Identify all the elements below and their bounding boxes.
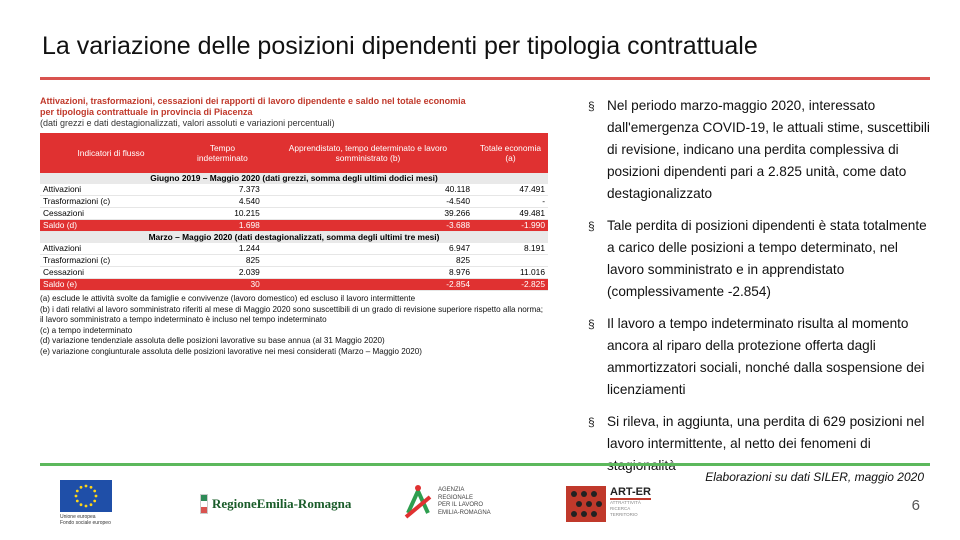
footer-divider bbox=[40, 463, 930, 466]
table-row bbox=[40, 184, 548, 196]
table-row-saldo bbox=[40, 220, 548, 232]
source-note: Elaborazioni su dati SILER, maggio 2020 bbox=[705, 470, 924, 484]
cell: 825 bbox=[182, 255, 263, 267]
section-label: Giugno 2019 – Maggio 2020 (dati grezzi, somma degli ultimi dodici mesi) bbox=[40, 173, 548, 184]
bullet-text: Si rileva, in aggiunta, una perdita di 629 posizioni nel lavoro intermittente, al netto dei fenomeni di bbox=[607, 414, 925, 451]
eu-flag-icon bbox=[60, 480, 112, 512]
note-e: (e) variazione congiunturale assoluta delle posizioni lavorative nei mesi considerati (Marzo – Maggio 2020) bbox=[40, 346, 422, 356]
slide-title: La variazione delle posizioni dipendenti per tipologia contrattuale bbox=[42, 32, 758, 60]
cell: 10.215 bbox=[182, 208, 263, 220]
art-er-name: ART-ER bbox=[610, 486, 651, 498]
cell: 8.191 bbox=[473, 243, 548, 255]
cell: -1.990 bbox=[473, 220, 548, 232]
table-header-row bbox=[40, 133, 548, 173]
bullet-item bbox=[586, 313, 930, 401]
art-er-text bbox=[610, 486, 651, 518]
row-label: Saldo (e) bbox=[40, 279, 182, 291]
cell: 2.039 bbox=[182, 267, 263, 279]
agenzia-line: EMILIA-ROMAGNA bbox=[438, 509, 491, 516]
art-er-sub: RICERCA bbox=[610, 506, 631, 511]
art-er-sub: ATTRATTIVITÀ bbox=[610, 500, 641, 505]
row-label: Cessazioni bbox=[40, 208, 182, 220]
bullet-list bbox=[586, 95, 930, 487]
agenzia-text bbox=[438, 487, 491, 517]
cell: 6.947 bbox=[263, 243, 473, 255]
cell: -4.540 bbox=[263, 196, 473, 208]
bullet-marker-icon: § bbox=[588, 99, 595, 113]
cell: -2.854 bbox=[263, 279, 473, 291]
table-row-saldo bbox=[40, 279, 548, 291]
bullet-item bbox=[586, 95, 930, 205]
table-caption bbox=[40, 96, 548, 129]
art-er-logo bbox=[566, 486, 651, 522]
table-row bbox=[40, 255, 548, 267]
cell: 40.118 bbox=[263, 184, 473, 196]
table-row bbox=[40, 243, 548, 255]
note-b: (b) i dati relativi al lavoro somministrato riferiti al mese di Maggio 2020 sono suscettibili di un grado di revisione superiore rispetto alla norma; il lavoro somministrato a tempo indeterminato è incluso nel tempo indeterminato bbox=[40, 304, 543, 325]
cell: 11.016 bbox=[473, 267, 548, 279]
agenzia-line: PER IL LAVORO bbox=[438, 502, 484, 508]
eu-caption: Unione europea Fondo sociale europeo bbox=[60, 514, 111, 526]
header-tempo-indeterminato: Tempo indeterminato bbox=[182, 133, 263, 173]
cell: 825 bbox=[263, 255, 473, 267]
table-row bbox=[40, 196, 548, 208]
art-er-sub: TERRITORIO bbox=[610, 512, 638, 517]
row-label: Cessazioni bbox=[40, 267, 182, 279]
section-label: Marzo – Maggio 2020 (dati destagionalizzati, somma degli ultimi tre mesi) bbox=[40, 232, 548, 244]
cell: 49.481 bbox=[473, 208, 548, 220]
page-number: 6 bbox=[911, 497, 920, 514]
bullet-item bbox=[586, 215, 930, 303]
note-a: (a) esclude le attività svolte da famiglie e convivenze (lavoro domestico) ed escluso il lavoro intermittente bbox=[40, 294, 416, 303]
note-c: (c) a tempo indeterminato bbox=[40, 325, 133, 335]
agenzia-line: REGIONALE bbox=[438, 494, 474, 501]
bullet-marker-icon: § bbox=[588, 317, 595, 331]
row-label: Attivazioni bbox=[40, 243, 182, 255]
bullet-marker-icon: § bbox=[588, 219, 595, 233]
header-apprendistato: Apprendistato, tempo determinato e lavoro somministrato (b) bbox=[263, 133, 473, 173]
bullet-marker-icon: § bbox=[588, 415, 595, 429]
table-notes bbox=[40, 294, 548, 358]
cell: 7.373 bbox=[182, 184, 263, 196]
caption-line-3: (dati grezzi e dati destagionalizzati, valori assoluti e variazioni percentuali) bbox=[40, 118, 335, 128]
cell: 39.266 bbox=[263, 208, 473, 220]
bullet-text: Il lavoro a tempo indeterminato risulta al momento ancora al riparo della protezione offerta dagli ammortizzatori sociali, nonché dalla sospensione dei licenziamenti bbox=[607, 316, 925, 397]
rer-logo-text: RegioneEmilia-Romagna bbox=[212, 496, 352, 511]
flow-table-block bbox=[40, 96, 548, 358]
cell: 8.976 bbox=[263, 267, 473, 279]
cell: 47.491 bbox=[473, 184, 548, 196]
header-totale: Totale economia (a) bbox=[473, 133, 548, 173]
cell: 1.698 bbox=[182, 220, 263, 232]
row-label: Attivazioni bbox=[40, 184, 182, 196]
cell: 4.540 bbox=[182, 196, 263, 208]
row-label: Trasformazioni (c) bbox=[40, 196, 182, 208]
eu-logo bbox=[60, 480, 116, 528]
cell: 1.244 bbox=[182, 243, 263, 255]
header-indicatori: Indicatori di flusso bbox=[40, 133, 182, 173]
flow-table bbox=[40, 133, 548, 291]
caption-line-1: Attivazioni, trasformazioni, cessazioni dei rapporti di lavoro dipendente e saldo nel totale economia bbox=[40, 96, 466, 106]
rer-flag-icon bbox=[200, 494, 208, 514]
agenzia-lavoro-logo bbox=[402, 483, 491, 521]
agenzia-mark-icon bbox=[402, 483, 434, 521]
row-label: Saldo (d) bbox=[40, 220, 182, 232]
row-label: Trasformazioni (c) bbox=[40, 255, 182, 267]
note-d: (d) variazione tendenziale assoluta delle posizioni lavorative su base annua (al 31 Maggio 2020) bbox=[40, 336, 385, 346]
cell bbox=[473, 255, 548, 267]
cell: - bbox=[473, 196, 548, 208]
agenzia-line: AGENZIA bbox=[438, 487, 465, 493]
cell: -2.825 bbox=[473, 279, 548, 291]
section-row-annual bbox=[40, 173, 548, 184]
cell: -3.688 bbox=[263, 220, 473, 232]
table-row bbox=[40, 208, 548, 220]
regione-emilia-romagna-logo bbox=[200, 492, 351, 516]
caption-line-2: per tipologia contrattuale in provincia di Piacenza bbox=[40, 107, 253, 117]
table-row bbox=[40, 267, 548, 279]
art-er-mark-icon bbox=[566, 486, 606, 522]
cell: 30 bbox=[182, 279, 263, 291]
bullet-text: Nel periodo marzo-maggio 2020, interessato dall'emergenza COVID-19, le attuali stime, suscettibili di revisione, indicano una perdita complessiva di posizioni dipendenti pari a 2.825 unità, come dato destagionalizzato bbox=[607, 98, 930, 201]
bullet-item bbox=[586, 411, 930, 477]
section-row-quarterly bbox=[40, 232, 548, 244]
bullet-text: Tale perdita di posizioni dipendenti è stata totalmente a carico delle posizioni a tempo determinato, nel lavoro somministrato e in apprendistato (complessivamente -2.854) bbox=[607, 218, 927, 299]
title-divider bbox=[40, 77, 930, 80]
